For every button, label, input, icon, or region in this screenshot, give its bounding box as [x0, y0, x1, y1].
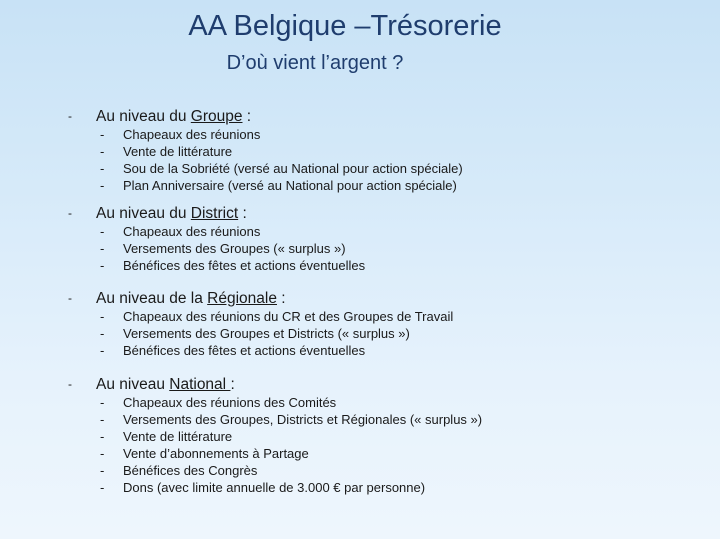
heading-keyword: National [169, 376, 231, 393]
item-list [68, 309, 453, 360]
item-list [68, 127, 463, 195]
page-subtitle: D’où vient l’argent ? [226, 52, 404, 74]
item-list [68, 395, 482, 496]
item-list [68, 224, 365, 275]
dash-bullet: - [68, 291, 72, 305]
list-item: - Vente de littérature [100, 143, 233, 159]
list-item: - Chapeaux des réunions du CR et des Groupes de Travail [100, 309, 454, 324]
section-district [68, 203, 365, 275]
section-heading [68, 374, 482, 395]
list-item: - Versements des Groupes (« surplus ») [100, 240, 346, 256]
list-item: - Bénéfices des fêtes et actions éventuelles [100, 342, 366, 358]
heading-suffix: : [238, 205, 247, 222]
dash-bullet: - [68, 206, 72, 220]
section-national [68, 374, 482, 496]
list-item: - Vente d’abonnements à Partage [100, 445, 309, 461]
list-item: - Bénéfices des fêtes et actions éventuelles [100, 257, 366, 273]
heading-keyword: District [190, 205, 239, 222]
list-item: - Chapeaux des réunions [100, 224, 261, 239]
list-item: - Bénéfices des Congrès [100, 462, 258, 478]
section-heading [68, 203, 365, 224]
heading-prefix: Au niveau du [96, 108, 191, 125]
list-item: - Chapeaux des réunions des Comités [100, 395, 337, 410]
heading-prefix: Au niveau du [96, 205, 191, 222]
section-groupe [68, 106, 463, 195]
section-heading [68, 288, 453, 309]
heading-prefix: Au niveau [96, 376, 170, 393]
page-title: AA Belgique –Trésorerie [188, 10, 502, 42]
section-regionale [68, 288, 453, 360]
heading-keyword: Groupe [190, 108, 243, 125]
list-item: - Dons (avec limite annuelle de 3.000 € par personne) [100, 479, 426, 495]
dash-bullet: - [68, 109, 72, 123]
list-item: - Plan Anniversaire (versé au National pour action spéciale) [100, 177, 457, 193]
heading-suffix: : [242, 108, 252, 125]
heading-suffix: : [276, 290, 286, 307]
section-heading [68, 106, 463, 127]
list-item: - Chapeaux des réunions [100, 127, 261, 142]
dash-bullet: - [68, 377, 72, 391]
list-item: - Versements des Groupes, Districts et Régionales (« surplus ») [100, 411, 483, 427]
list-item: - Vente de littérature [100, 428, 233, 444]
list-item: - Versements des Groupes et Districts (« surplus ») [100, 325, 410, 341]
heading-suffix: : [230, 376, 235, 393]
list-item: - Sou de la Sobriété (versé au National pour action spéciale) [100, 160, 463, 176]
heading-prefix: Au niveau de la [96, 290, 208, 307]
heading-keyword: Régionale [207, 290, 277, 307]
